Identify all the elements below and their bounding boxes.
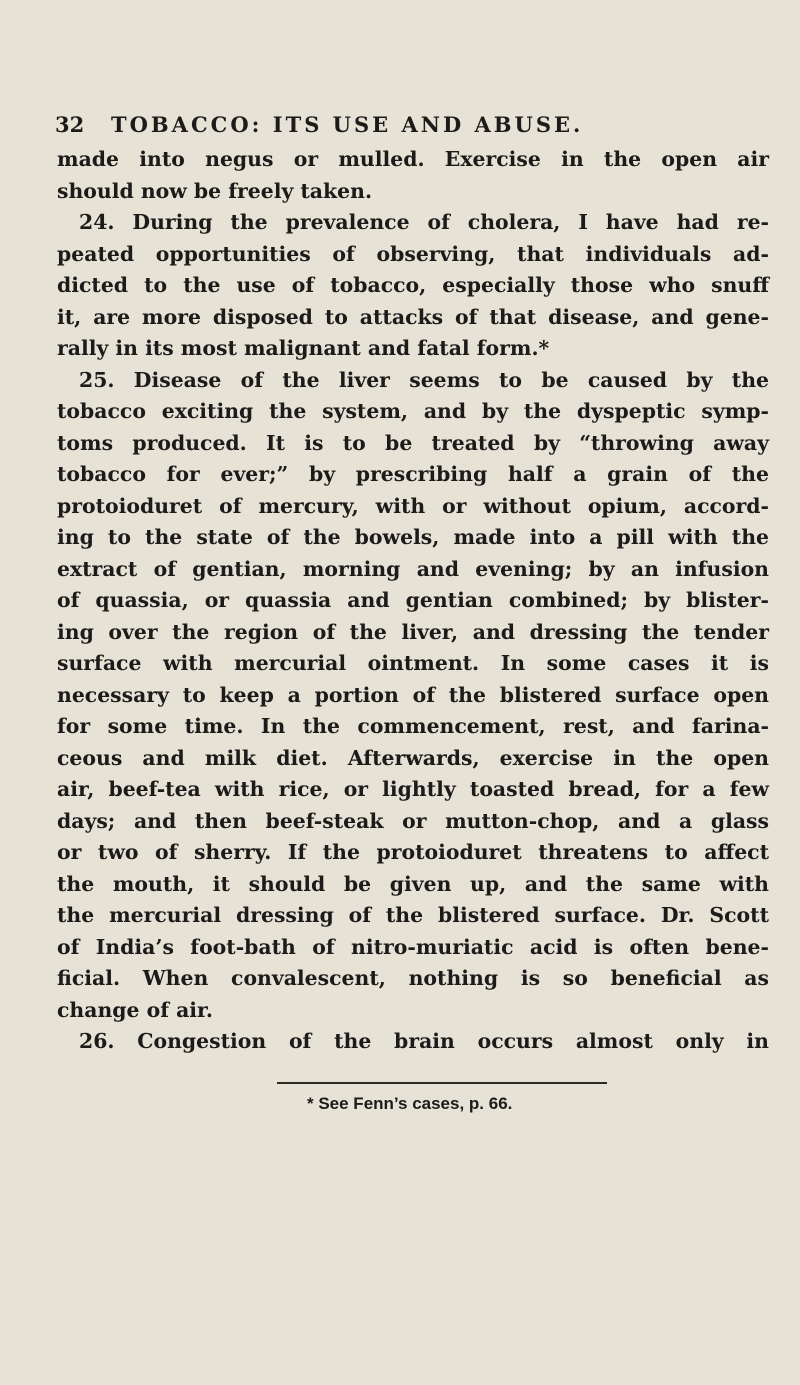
body-text — [57, 144, 769, 1058]
text-line: protoioduret of mercury, with or without opium, accord- — [57, 493, 769, 518]
text-line: ceous and milk diet. Afterwards, exercise in the open — [57, 745, 769, 770]
text-line: toms produced. It is to be treated by “throwing away — [57, 430, 769, 455]
running-title: TOBACCO: ITS USE AND ABUSE. — [111, 112, 584, 137]
text-line: the mouth, it should be given up, and the same with — [57, 871, 769, 896]
text-line: ing to the state of the bowels, made into a pill with the — [57, 525, 769, 549]
footnote: * See Fenn’s cases, p. 66. — [307, 1094, 513, 1113]
page-number: 32 — [55, 112, 85, 137]
text-line: made into negus or mulled. Exercise in the open air — [57, 147, 769, 171]
text-line: surface with mercurial ointment. In some cases it is — [57, 651, 769, 675]
text-line: of quassia, or quassia and gentian combined; by blister- — [57, 588, 769, 612]
text-line: tobacco for ever;” by prescribing half a grain of the — [57, 462, 769, 486]
text-line: extract of gentian, morning and evening; by an infusion — [57, 556, 769, 581]
text-line: air, beef-tea with rice, or lightly toasted bread, for a few — [57, 777, 769, 801]
text-line: or two of sherry. If the protoioduret threatens to affect — [57, 840, 769, 864]
running-header — [55, 112, 765, 137]
text-line: tobacco exciting the system, and by the dyspeptic symp- — [57, 399, 769, 423]
text-line: ficial. When convalescent, nothing is so beneficial as — [57, 966, 769, 990]
text-line: necessary to keep a portion of the blistered surface open — [57, 682, 769, 707]
text-line: the mercurial dressing of the blistered surface. Dr. Scott — [57, 903, 769, 927]
text-line: dicted to the use of tobacco, especially those who snuff — [57, 273, 769, 297]
text-line: 26. Congestion of the brain occurs almost only in — [79, 1029, 769, 1053]
text-line: days; and then beef-steak or mutton-chop, and a glass — [57, 808, 769, 833]
text-line: 25. Disease of the liver seems to be caused by the — [79, 367, 769, 392]
text-line: it, are more disposed to attacks of that disease, and gene- — [57, 304, 769, 329]
text-line: of India’s foot-bath of nitro-muriatic acid is often bene- — [57, 934, 769, 959]
text-line: ing over the region of the liver, and dressing the tender — [57, 619, 769, 644]
text-line: should now be freely taken. — [57, 178, 373, 203]
footnote-rule — [277, 1082, 607, 1084]
text-line: for some time. In the commencement, rest, and farina- — [57, 714, 769, 738]
text-line: peated opportunities of observing, that individuals ad- — [57, 241, 769, 266]
text-line: rally in its most malignant and fatal form.* — [57, 336, 550, 360]
text-line: change of air. — [57, 997, 214, 1022]
text-line: 24. During the prevalence of cholera, I have had re- — [79, 210, 769, 234]
